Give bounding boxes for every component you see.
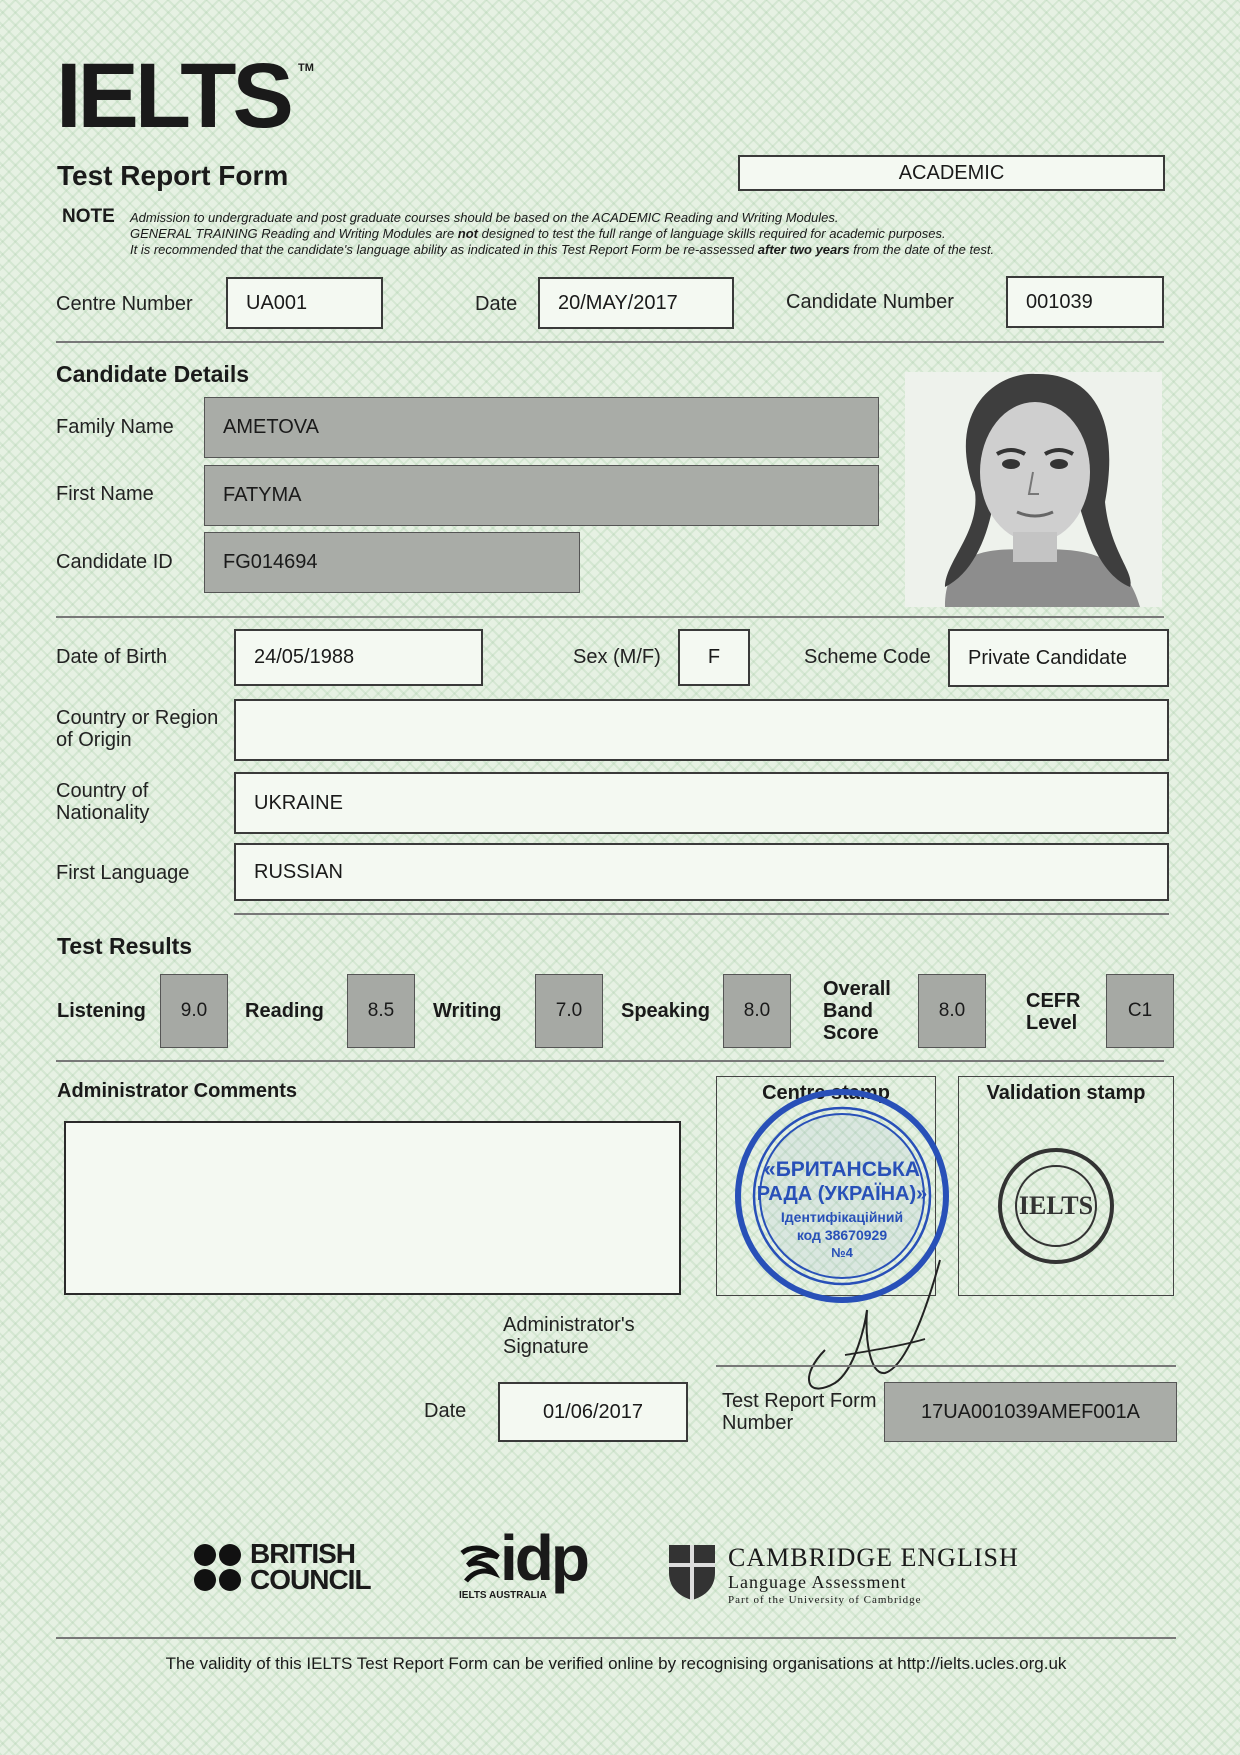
test-results-heading: Test Results [57,933,193,959]
first-name-label: First Name [56,483,154,505]
idp-icon [458,1543,502,1587]
divider [234,913,1169,915]
overall-band-score: 8.0 [918,974,986,1048]
family-name-label: Family Name [56,416,174,438]
candidate-photo [905,372,1162,607]
cambridge-english-logo: CAMBRIDGE ENGLISH Language Assessment Part of the University of Cambridge [728,1543,1019,1606]
svg-text:РАДА (УКРАЇНА)»: РАДА (УКРАЇНА)» [756,1183,928,1205]
divider [56,1060,1164,1062]
divider [56,616,1164,618]
ielts-logo: IELTS [56,45,290,147]
nationality-field: UKRAINE [234,772,1169,834]
divider [56,341,1164,343]
signature-label: Administrator's Signature [503,1314,635,1358]
cambridge-shield-icon [667,1543,717,1601]
cefr-level-score: C1 [1106,974,1174,1048]
trademark: TM [298,62,314,74]
validation-stamp-label: Validation stamp [986,1082,1146,1104]
family-name-field: AMETOVA [204,397,879,458]
sex-field: F [678,629,750,686]
svg-text:Ідентифікаційний: Ідентифікаційний [780,1209,904,1225]
validity-text: The validity of this IELTS Test Report Form can be verified online by recognising organisations at http://ielts.ucles.org.uk [165,1654,1067,1673]
idp-sub: IELTS AUSTRALIA [459,1590,547,1601]
listening-label: Listening [57,1000,146,1022]
admin-comments-box [64,1121,681,1295]
trf-number-label: Test Report Form Number [722,1390,877,1434]
scheme-code-field: Private Candidate [948,629,1169,687]
form-title: Test Report Form [57,160,289,191]
listening-score: 9.0 [160,974,228,1048]
centre-number-field: UA001 [226,277,383,329]
note-line-3: It is recommended that the candidate's language ability as indicated in this Test Report Form be re-assessed after two years from the date of the test. [130,242,995,257]
note-label: NOTE [62,206,115,227]
country-of-origin-field [234,699,1169,761]
note-text [130,210,994,258]
candidate-number-label: Candidate Number [786,291,954,313]
first-name-field: FATYMA [204,465,879,526]
test-date-field: 20/MAY/2017 [538,277,734,329]
trf-number-field: 17UA001039AMEF001A [884,1382,1177,1442]
overall-band-label: Overall Band Score [823,978,891,1044]
country-of-origin-label: Country or Region of Origin [56,707,219,751]
idp-logo: idp [500,1522,587,1594]
note-line-1: Admission to undergraduate and post graduate courses should be based on the ACADEMIC Reading and Writing Modules. [130,210,839,225]
centre-stamp-label: Centre stamp [762,1082,890,1104]
centre-number-label: Centre Number [56,293,193,315]
reading-score: 8.5 [347,974,415,1048]
candidate-id-field: FG014694 [204,532,580,593]
candidate-id-label: Candidate ID [56,551,173,573]
admin-date-field: 01/06/2017 [498,1382,688,1442]
nationality-label: Country of Nationality [56,780,150,824]
first-language-label: First Language [56,862,190,884]
scheme-code-label: Scheme Code [804,646,931,668]
reading-label: Reading [245,1000,324,1022]
signature [795,1255,945,1390]
british-council-icon [192,1542,244,1594]
signature-line [716,1365,1176,1367]
svg-text:код 38670929: код 38670929 [796,1227,888,1243]
first-language-field: RUSSIAN [234,843,1169,901]
svg-text:№4: №4 [831,1245,853,1260]
svg-text:IELTS: IELTS [1018,1191,1094,1220]
speaking-label: Speaking [621,1000,710,1022]
dob-label: Date of Birth [56,646,168,668]
note-line-2: GENERAL TRAINING Reading and Writing Modules are not designed to test the full range of language skills required for academic purposes. [130,226,946,241]
candidate-number-field: 001039 [1006,276,1164,328]
speaking-score: 8.0 [723,974,791,1048]
module-box: ACADEMIC [738,155,1165,191]
divider [56,1637,1176,1639]
admin-date-label: Date [424,1400,467,1422]
writing-score: 7.0 [535,974,603,1048]
svg-text:«БРИТАНСЬКА: «БРИТАНСЬКА [764,1158,920,1181]
dob-field: 24/05/1988 [234,629,483,686]
candidate-details-heading: Candidate Details [56,361,249,387]
british-council-logo: BRITISH COUNCIL [250,1538,371,1595]
writing-label: Writing [433,1000,502,1022]
validation-stamp-seal [996,1146,1116,1266]
sex-label: Sex (M/F) [573,646,661,668]
cefr-level-label: CEFR Level [1026,990,1081,1034]
admin-comments-heading: Administrator Comments [57,1080,298,1102]
date-label: Date [475,293,518,315]
